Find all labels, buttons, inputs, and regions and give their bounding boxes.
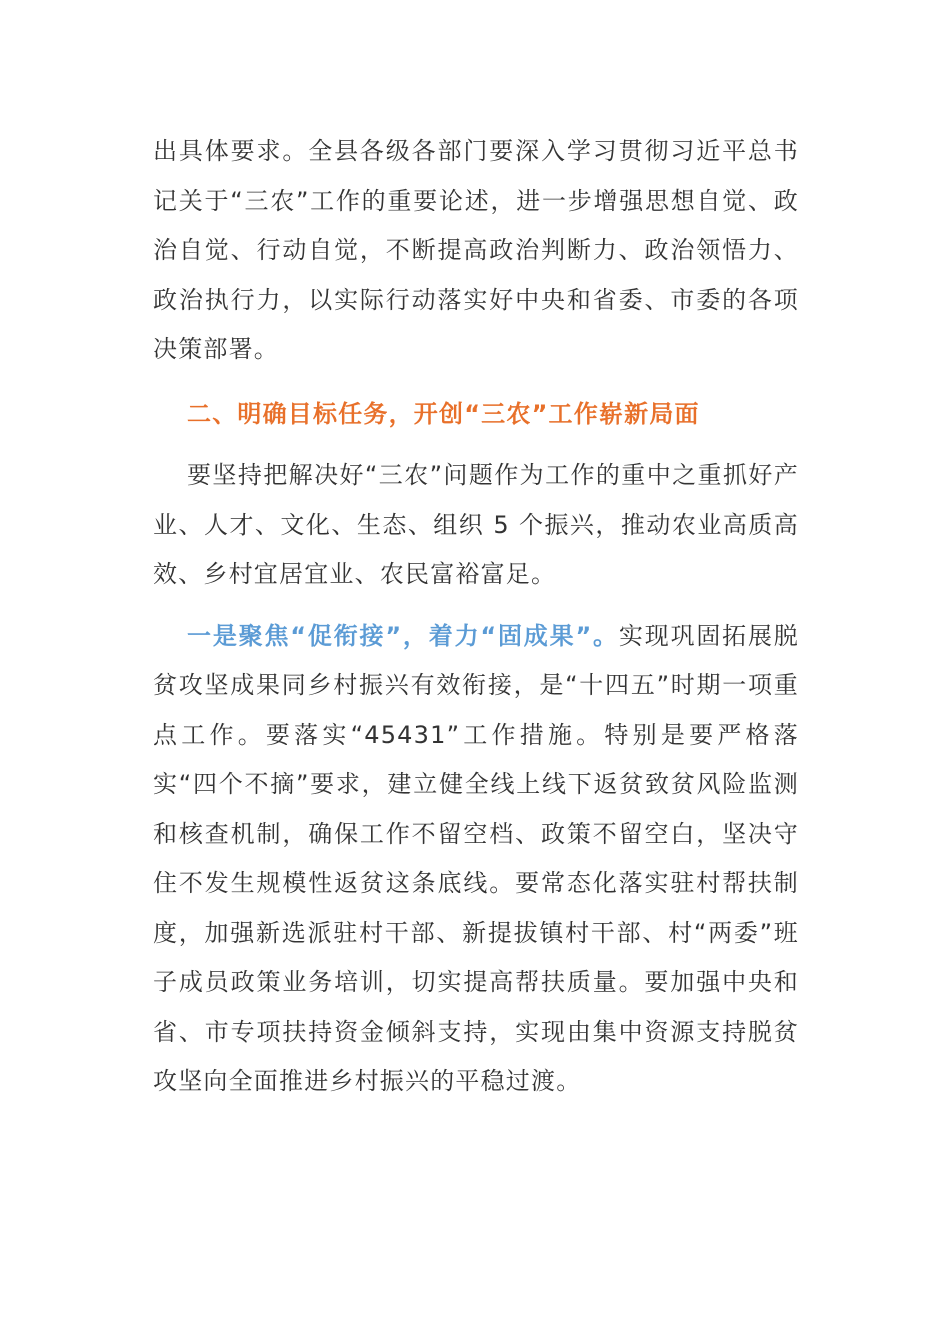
paragraph-spacer — [153, 600, 799, 612]
section-heading-2: 二、明确目标任务，开创“三农”工作崭新局面 — [187, 399, 700, 428]
paragraph-spacer — [153, 439, 799, 451]
document-page — [153, 127, 799, 1107]
body-paragraph-2: 要坚持把解决好“三农”问题作为工作的重中之重抓好产业、人才、文化、生态、组织 5 个振兴，推动农业高质高效、乡村宜居宜业、农民富裕富足。 — [153, 461, 799, 588]
paragraph-lead-phrase: 一是聚焦“促衔接”，着力“固成果”。 — [187, 621, 619, 650]
body-paragraph-1: 出具体要求。全县各级各部门要深入学习贯彻习近平总书记关于“三农”工作的重要论述，进一步增强思想自觉、政治自觉、行动自觉，不断提高政治判断力、政治领悟力、政治执行力，以实际行动落实好中央和省委、市委的各项决策部署。 — [153, 137, 799, 363]
body-paragraph-3 — [153, 612, 799, 1107]
paragraph-body-text: 实现巩固拓展脱贫攻坚成果同乡村振兴有效衔接，是“十四五”时期一项重点工作。要落实“45431”工作措施。特别是要严格落实“四个不摘”要求，建立健全线上线下返贫致贫风险监测和核查机制，确保工作不留空档、政策不留空白，坚决守住不发生规模性返贫这条底线。要常态化落实驻村帮扶制度，加强新选派驻村干部、新提拔镇村干部、村“两委”班子成员政策业务培训，切实提高帮扶质量。要加强中央和省、市专项扶持资金倾斜支持，实现由集中资源支持脱贫攻坚向全面推进乡村振兴的平稳过渡。 — [153, 621, 799, 1095]
paragraph-spacer — [153, 375, 799, 390]
